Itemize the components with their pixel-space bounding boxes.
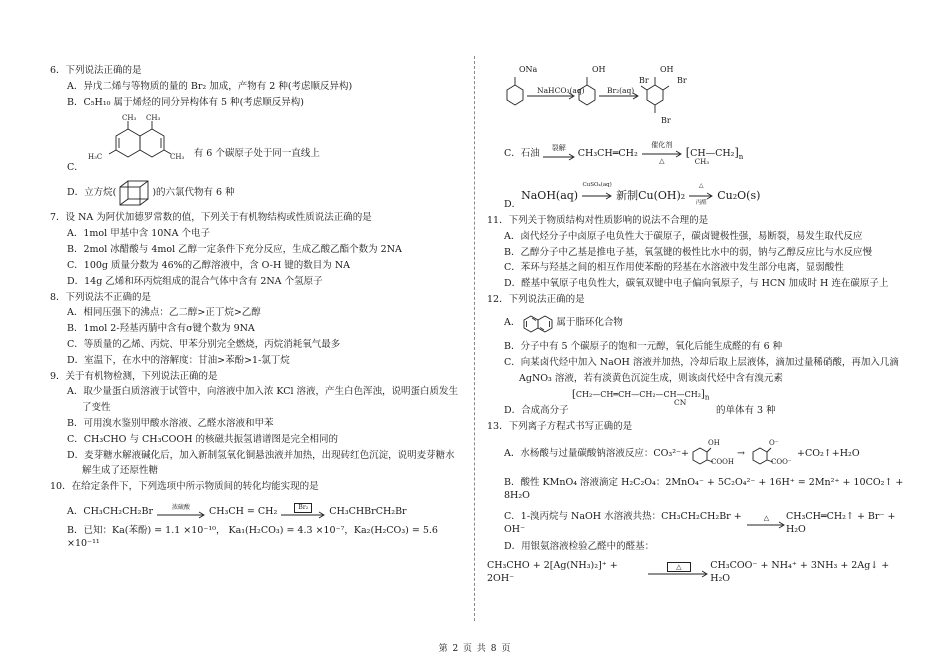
oh-label-1: OH [592, 65, 606, 74]
arrow-icon [647, 565, 709, 581]
q12-stem: 12．下列说法正确的是 [487, 294, 585, 306]
question-6 [50, 65, 460, 209]
q13-d-equation [487, 560, 907, 586]
q6-option-a: A．异戊二烯与等物质的量的 Br₂ 加成，产物有 2 种(考虑顺反异构) [67, 80, 353, 92]
q13-option-c [504, 511, 907, 537]
q11-option-a: A．卤代烃分子中卤原子电负性大于碳原子，碳卤键极性强，易断裂，易发生取代反应 [504, 230, 863, 242]
q6-d-prefix: D．立方烷( [67, 187, 117, 199]
q10-c-ch3: CH₃ [694, 157, 710, 166]
q10-c-cond2b: △ [659, 157, 665, 165]
q8-option-c: C．等质量的乙烯、丙烷、甲苯分别完全燃烧，丙烷消耗氧气最多 [67, 338, 341, 350]
arrow-icon [641, 141, 683, 167]
q13-d-cond: △ [667, 562, 691, 572]
q7-option-d: D．14g 乙烯和环丙烷组成的混合气体中含有 2NA 个氢原子 [67, 275, 323, 287]
q12-option-c: C．向某卤代烃中加入 NaOH 溶液并加热，冷却后取上层液体，滴加过量稀硝酸，再加入几滴 [504, 356, 899, 368]
q10-c-arrow2 [641, 141, 683, 167]
question-13 [487, 421, 907, 586]
q10-d-s2: 新制Cu(OH)₂ [616, 189, 686, 203]
q10-b-scheme [497, 64, 907, 134]
q10-c-cond1: 裂解 [551, 144, 566, 152]
cubane-structure-figure [116, 178, 152, 208]
q12-d-prefix: D．合成高分子 [504, 405, 569, 417]
q10-d-cond2a: △ [698, 182, 704, 189]
q13-a-o: O⁻ [768, 439, 779, 448]
q13-a-arrow: → [737, 447, 745, 459]
q6-option-c [67, 112, 460, 174]
q8-stem: 8．下列说法不正确的是 [50, 291, 152, 303]
q13-d-left: CH₃CHO + 2[Ag(NH₃)₂]⁺ + 2OH⁻ [487, 560, 618, 584]
q10-a-cond1: 浓硫酸 [171, 504, 190, 512]
reagent-nahco3: NaHCO₃(aq) [537, 86, 585, 95]
q13-a-tail: +CO₂↑+H₂O [796, 447, 860, 459]
br-label-2: Br [677, 76, 687, 85]
q11-option-c: C．苯环与羟基之间的相互作用使苯酚的羟基在水溶液中发生部分电离，显弱酸性 [504, 262, 844, 274]
q6-d-text: )的六氯代物有 6 种 [152, 187, 235, 199]
q13-a-cooh: COOH [711, 458, 734, 467]
q10-option-b: B．已知：Ka(苯酚) = 1.1 ×10⁻¹⁰， Ka₁(H₂CO₃) = 4.3 ×10⁻⁷，Ka₂(H₂CO₃) = 5.6 ×10⁻¹¹ [67, 525, 438, 549]
q10-d-s3: Cu₂O(s) [717, 189, 761, 203]
arrow-icon [156, 504, 206, 520]
q10-a-arrow1 [156, 504, 206, 520]
biphenyl-ch3-1: CH₃ [121, 114, 137, 123]
q10-a-s2: CH₃CH = CH₂ [208, 505, 278, 517]
q13-stem: 13．下列离子方程式书写正确的是 [487, 421, 633, 433]
left-column [50, 62, 460, 554]
q12-a-text: 属于脂环化合物 [556, 317, 623, 329]
q13-c-tail: CH₃CH═CH₂↑ + Br⁻ + H₂O [785, 510, 896, 535]
question-9 [50, 371, 460, 479]
q13-c-cond: △ [763, 513, 770, 522]
q7-stem: 7．设 NA 为阿伏加德罗常数的值，下列关于有机物结构或性质说法正确的是 [50, 212, 372, 224]
q10-c-n: n [738, 152, 744, 161]
q11-option-d: D．醛基中氧原子电负性大，碳氧双键中电子偏向氧原子，与 HCN 加成时 H 连在碳原子上 [504, 278, 889, 290]
arrow-icon [688, 182, 714, 210]
q10-a-s3: CH₃CHBrCH₂Br [329, 505, 407, 517]
q12-d-polymer: CH₂—CH═CH—CH₂—CH—CH₂ [575, 390, 701, 400]
q13-option-a [504, 437, 907, 471]
q9-option-d: D．麦芽糖水解液碱化后，加入新制氢氧化铜悬浊液并加热，出现砖红色沉淀，说明麦芽糖水 [67, 449, 455, 461]
q13-c-prefix: C．1-溴丙烷与 NaOH 水溶液共热：CH₃CH₂CH₂Br + OH⁻ [504, 510, 742, 535]
q12-a-prefix: A． [504, 317, 521, 329]
q11-stem: 11．下列关于物质结构对性质影响的说法不合理的是 [487, 215, 709, 226]
q12-option-a [504, 310, 907, 338]
q7-option-b: B．2mol 冰醋酸与 4mol 乙醇一定条件下充分反应，生成乙酸乙酯个数为 2NA [67, 244, 402, 256]
question-12 [487, 294, 907, 418]
q10-a-prefix: A． [67, 505, 84, 517]
q12-option-d [504, 388, 907, 418]
q12-d-polymer-wrap: $[CH_2—CH═CH—CH_2—CH—CH_2]_n$ [572, 389, 710, 402]
q10-c-arrow1 [542, 144, 576, 164]
q10-c-prefix: C．石油 [504, 147, 540, 159]
q13-option-b: B．酸性 KMnO₄ 溶液滴定 H₂C₂O₄：2MnO₄⁻ + 5C₂O₄²⁻ + 16H⁺ = 2Mn²⁺ + 10CO₂↑ + 8H₂O [504, 477, 904, 501]
q6-c-text: 有 6 个碳原子处于同一直线上 [193, 147, 320, 159]
question-11 [487, 215, 907, 291]
biphenyl-ch3-3: CH₃ [169, 153, 185, 162]
q10-a-arrow2 [280, 504, 326, 520]
biphenyl-h3c: H₃C [87, 153, 103, 162]
arrow-icon [581, 182, 613, 204]
q8-option-d: D．室温下，在水中的溶解度：甘油>苯酚>1-氯丁烷 [67, 354, 290, 366]
reagent-br2: Br₂(aq) [607, 86, 635, 95]
q12-d-cn: CN [674, 398, 687, 408]
right-column [487, 64, 907, 586]
q13-a-prefix: A．水杨酸与过量碳酸钠溶液反应：CO₃²⁻+ [504, 447, 690, 459]
q9-option-d-cont: 解生成了还原性糖 [82, 465, 159, 477]
biphenyl-structure-figure [84, 114, 194, 174]
q10-d-cond2b: 丙醛 [695, 200, 707, 206]
page-footer: 第 2 页 共 8 页 [438, 644, 512, 654]
q12-option-b: B．分子中有 5 个碳原子的饱和一元醇，氧化后能生成醛的有 6 种 [504, 340, 783, 352]
q10-c-cond2: 催化剂 [651, 141, 673, 149]
q10-a-cond2: Br₂ [294, 503, 312, 513]
q13-a-oh: OH [708, 439, 720, 448]
q10-option-a [67, 502, 460, 522]
q7-option-a: A．1mol 甲基中含 10NA 个电子 [67, 228, 210, 240]
q10-d-prefix: D． [504, 199, 522, 211]
q13-c-arrow [746, 513, 783, 532]
q12-option-c-cont: AgNO₃ 溶液，若有淡黄色沉淀生成，则该卤代烃中含有溴元素 [519, 372, 783, 384]
q8-option-b: B．1mol 2-羟基丙腈中含有σ键个数为 9NA [67, 323, 255, 335]
q8-option-a: A．相同压强下的沸点：乙二醇>正丁烷>乙醇 [67, 307, 261, 319]
q10-d-arrow1 [581, 182, 613, 204]
q6-c-prefix: C． [67, 161, 84, 173]
biphenyl-ch3-2: CH₃ [145, 114, 161, 123]
q9-option-a: A．取少量蛋白质溶液于试管中，向溶液中加入浓 KCl 溶液，产生白色浑浊，说明蛋白质发生 [67, 386, 459, 398]
q7-option-c: C．100g 质量分数为 46%的乙醇溶液中，含 O-H 键的数目为 NA [67, 259, 351, 271]
question-8 [50, 292, 460, 368]
q9-option-c: C．CH₃CHO 与 CH₃COOH 的核磁共振氢谱谱图是完全相同的 [67, 433, 339, 445]
q10-option-d [504, 174, 907, 212]
salicylate-figure [749, 438, 792, 470]
q10-d-arrow2 [688, 182, 714, 210]
q11-option-b: B．乙醇分子中乙基是推电子基，氧氢键的极性比水中的弱，钠与乙醇反应比与水反应慢 [504, 246, 872, 258]
q10-c-poly: CH—CH₂ [690, 147, 735, 159]
q10-option-c [504, 137, 907, 171]
arrow-icon [746, 513, 786, 532]
salicylic-acid-figure [689, 438, 733, 470]
q6-option-d [67, 177, 460, 209]
br-label-3: Br [661, 116, 671, 125]
arrow-icon [280, 504, 326, 520]
q13-d-right: CH₃COO⁻ + NH₄⁺ + 3NH₃ + 2Ag↓ + H₂O [710, 560, 890, 584]
question-7 [50, 212, 460, 288]
q6-option-b: B．C₅H₁₀ 属于烯烃的同分异构体有 5 种(考虑顺反异构) [67, 96, 304, 108]
arrow-icon [542, 144, 576, 164]
naphthalene-structure-figure [520, 312, 556, 336]
q9-option-a-cont: 了变性 [82, 402, 111, 414]
q10-d-cond1: CuSO₄(aq) [582, 182, 612, 188]
q9-stem: 9．关于有机物检测，下列说法正确的是 [50, 370, 218, 382]
oh-label-2: OH [660, 65, 674, 74]
q10-c-mid: CH₃CH═CH₂ [577, 147, 638, 159]
q10-a-s1: CH₃CH₂CH₂Br [83, 505, 153, 517]
q13-option-d: D．用银氨溶液检验乙醛中的醛基： [504, 541, 655, 553]
ona-label: ONa [519, 65, 538, 74]
column-divider [474, 56, 475, 621]
q10-d-s1: NaOH(aq) [521, 189, 579, 203]
br-label-1: Br [639, 76, 649, 85]
question-10 [50, 481, 460, 550]
q6-stem: 6．下列说法正确的是 [50, 65, 142, 76]
q12-d-text: 的单体有 3 种 [716, 405, 776, 417]
q13-d-arrow [647, 565, 707, 581]
q10-stem: 10．在给定条件下，下列选项中所示物质间的转化均能实现的是 [50, 481, 319, 493]
q10-c-polymer: $[CH—CH_2]_n$ CH₃ [685, 145, 744, 166]
q9-option-b: B．可用溴水鉴别甲酸水溶液、乙醛水溶液和甲苯 [67, 418, 274, 429]
q13-a-coo: COO⁻ [770, 458, 792, 467]
